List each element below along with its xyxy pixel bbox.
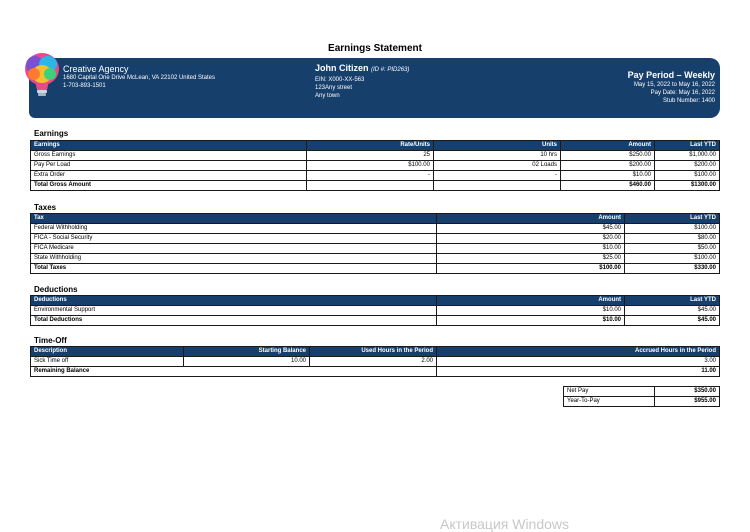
table-cell: 3.00 xyxy=(437,357,720,367)
table-row xyxy=(31,244,720,254)
total-ytd: $45.00 xyxy=(625,316,720,326)
table-cell: $200.00 xyxy=(655,161,720,171)
table-row xyxy=(31,357,720,367)
table-cell: $45.00 xyxy=(625,306,720,316)
pay-date: Pay Date: May 16, 2022 xyxy=(650,90,715,96)
table-cell: - xyxy=(434,171,561,181)
table-cell: $1,000.00 xyxy=(655,151,720,161)
table-cell: - xyxy=(307,171,434,181)
deductions-table xyxy=(30,295,720,326)
table-cell: $80.00 xyxy=(625,234,720,244)
company-name: Creative Agency xyxy=(63,64,129,74)
table-cell: Extra Order xyxy=(31,171,307,181)
total-amount: $10.00 xyxy=(437,316,625,326)
table-row xyxy=(564,387,720,397)
taxes-col-header: Last YTD xyxy=(625,214,720,224)
year-to-pay-value: $955.00 xyxy=(655,397,720,407)
total-ytd: $330.00 xyxy=(625,264,720,274)
table-cell: Environmental Support xyxy=(31,306,437,316)
table-row xyxy=(31,234,720,244)
total-row xyxy=(31,181,720,191)
remaining-balance-label: Remaining Balance xyxy=(31,367,437,377)
total-ytd: $1300.00 xyxy=(655,181,720,191)
deductions-col-header: Last YTD xyxy=(625,296,720,306)
table-cell: Sick Time off xyxy=(31,357,184,367)
timeoff-col-header: Description xyxy=(31,347,184,357)
timeoff-table xyxy=(30,346,720,377)
employee-ein: EIN: X000-XX-563 xyxy=(315,77,365,83)
table-cell: $250.00 xyxy=(561,151,655,161)
table-cell: $100.00 xyxy=(625,224,720,234)
table-cell: $100.00 xyxy=(625,254,720,264)
earnings-table xyxy=(30,140,720,191)
statement-title: Earnings Statement xyxy=(328,43,422,54)
earnings-col-header: Rate/Units xyxy=(307,141,434,151)
employee-town: Any town xyxy=(315,93,340,99)
table-cell: $25.00 xyxy=(437,254,625,264)
table-row xyxy=(31,224,720,234)
table-cell: $200.00 xyxy=(561,161,655,171)
stub-number: Stub Number: 1400 xyxy=(662,98,715,104)
table-cell xyxy=(307,181,434,191)
total-label: Total Gross Amount xyxy=(31,181,307,191)
total-label: Total Deductions xyxy=(31,316,437,326)
earnings-section-title: Earnings xyxy=(34,129,69,138)
table-cell: $20.00 xyxy=(437,234,625,244)
deductions-col-header: Amount xyxy=(437,296,625,306)
taxes-col-header: Tax xyxy=(31,214,437,224)
table-row xyxy=(31,171,720,181)
table-cell xyxy=(434,181,561,191)
table-row xyxy=(564,397,720,407)
table-cell: 10.00 xyxy=(184,357,310,367)
table-cell: Gross Earnings xyxy=(31,151,307,161)
taxes-table xyxy=(30,213,720,274)
timeoff-col-header: Accrued Hours in the Period xyxy=(437,347,720,357)
employee-name: John Citizen xyxy=(315,63,369,73)
table-cell: $10.00 xyxy=(437,244,625,254)
header-banner xyxy=(29,58,720,118)
table-cell: 2.00 xyxy=(310,357,437,367)
remaining-balance-row xyxy=(31,367,720,377)
windows-activation-watermark: Активация Windows xyxy=(440,516,570,532)
table-cell: 25 xyxy=(307,151,434,161)
table-row xyxy=(31,161,720,171)
earnings-col-header: Units xyxy=(434,141,561,151)
net-pay-label: Net Pay xyxy=(564,387,655,397)
table-cell: $10.00 xyxy=(437,306,625,316)
timeoff-section-title: Time-Off xyxy=(34,336,67,345)
table-cell: $10.00 xyxy=(561,171,655,181)
table-cell: 02 Loads xyxy=(434,161,561,171)
earnings-col-header: Amount xyxy=(561,141,655,151)
table-cell: 10 hrs xyxy=(434,151,561,161)
employee-id: (ID #: PID263) xyxy=(371,67,410,73)
table-cell: FICA Medicare xyxy=(31,244,437,254)
table-cell: FICA - Social Security xyxy=(31,234,437,244)
company-phone: 1-703-893-1501 xyxy=(63,83,106,89)
table-cell: $100.00 xyxy=(307,161,434,171)
taxes-col-header: Amount xyxy=(437,214,625,224)
employee-street: 123Any street xyxy=(315,85,353,91)
net-pay-value: $350.00 xyxy=(655,387,720,397)
table-cell: State Withholding xyxy=(31,254,437,264)
company-address: 1680 Capital One Drive McLean, VA 22102 United States xyxy=(63,75,215,81)
table-row xyxy=(31,151,720,161)
table-cell: $45.00 xyxy=(437,224,625,234)
table-cell: Pay Per Load xyxy=(31,161,307,171)
earnings-col-header: Earnings xyxy=(31,141,307,151)
table-cell: $50.00 xyxy=(625,244,720,254)
remaining-balance-value: 11.00 xyxy=(437,367,720,377)
table-row xyxy=(31,306,720,316)
table-cell: $100.00 xyxy=(655,171,720,181)
net-pay-table xyxy=(563,386,720,407)
table-row xyxy=(31,254,720,264)
total-row xyxy=(31,264,720,274)
total-label: Total Taxes xyxy=(31,264,437,274)
earnings-col-header: Last YTD xyxy=(655,141,720,151)
total-row xyxy=(31,316,720,326)
pay-period-range: May 15, 2022 to May 16, 2022 xyxy=(633,82,715,88)
total-amount: $460.00 xyxy=(561,181,655,191)
timeoff-col-header: Starting Balance xyxy=(184,347,310,357)
pay-period-label: Pay Period – Weekly xyxy=(627,70,715,80)
table-cell: Federal Withholding xyxy=(31,224,437,234)
total-amount: $100.00 xyxy=(437,264,625,274)
company-logo-icon xyxy=(23,52,61,98)
deductions-section-title: Deductions xyxy=(34,285,78,294)
deductions-col-header: Deductions xyxy=(31,296,437,306)
year-to-pay-label: Year-To-Pay xyxy=(564,397,655,407)
taxes-section-title: Taxes xyxy=(34,203,57,212)
timeoff-col-header: Used Hours in the Period xyxy=(310,347,437,357)
